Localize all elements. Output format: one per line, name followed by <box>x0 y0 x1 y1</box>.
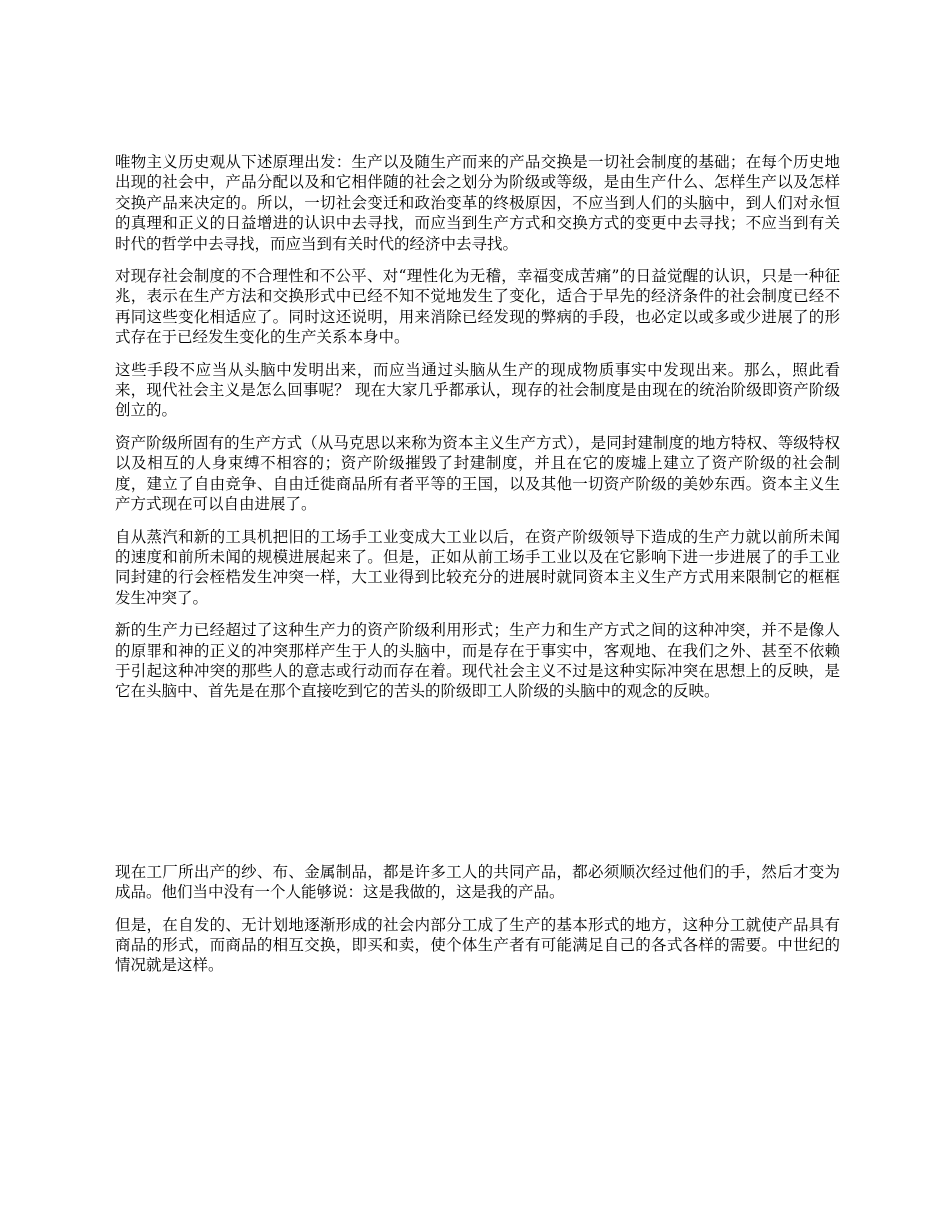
paragraph-division-of-labor: 但是，在自发的、无计划地逐渐形成的社会内部分工成了生产的基本形式的地方，这种分工就使产品具有商品的形式，而商品的相互交换，即买和卖，使个体生产者有可能满足自己的各式各样的需要。中世纪的情况就是这样。 <box>115 915 840 975</box>
section-spacer <box>115 714 840 862</box>
paragraph-historical-materialism: 唯物主义历史观从下述原理出发：生产以及随生产而来的产品交换是一切社会制度的基础；在每个历史地出现的社会中，产品分配以及和它相伴随的社会之划分为阶级或等级，是由生产什么、怎样生产以及怎样交换产品来决定的。所以，一切社会变迁和政治变革的终极原因，不应当到人们的头脑中，到人们对永恒的真理和正义的日益增进的认识中去寻找，而应当到生产方式和交换方式的变更中去寻找；不应当到有关时代的哲学中去寻找，而应当到有关时代的经济中去寻找。 <box>115 153 840 253</box>
paragraph-means-discovery: 这些手段不应当从头脑中发明出来，而应当通过头脑从生产的现成物质事实中发现出来。那么，照此看来，现代社会主义是怎么回事呢？ 现在大家几乎都承认，现存的社会制度是由现在的统治阶级即资产阶级创立的。 <box>115 360 840 420</box>
paragraph-awakening-recognition: 对现存社会制度的不合理性和不公平、对“理性化为无稽，幸福变成苦痛”的日益觉醒的认识，只是一种征兆，表示在生产方法和交换形式中已经不知不觉地发生了变化，适合于早先的经济条件的社会制度已经不再同这些变化相适应了。同时这还说明，用来消除已经发现的弊病的手段，也必定以或多或少进展了的形式存在于已经发生变化的生产关系本身中。 <box>115 267 840 347</box>
paragraph-new-productive-forces: 新的生产力已经超过了这种生产力的资产阶级利用形式；生产力和生产方式之间的这种冲突，并不是像人的原罪和神的正义的冲突那样产生于人的头脑中，而是存在于事实中，客观地、在我们之外、甚至不依赖于引起这种冲突的那些人的意志或行动而存在着。现代社会主义不过是这种实际冲突在思想上的反映，是它在头脑中、首先是在那个直接吃到它的苦头的阶级即工人阶级的头脑中的观念的反映。 <box>115 621 840 701</box>
paragraph-steam-industry: 自从蒸汽和新的工具机把旧的工场手工业变成大工业以后，在资产阶级领导下造成的生产力就以前所未闻的速度和前所未闻的规模进展起来了。但是，正如从前工场手工业以及在它影响下进一步进展了的手工业同封建的行会桎梏发生冲突一样，大工业得到比较充分的进展时就同资本主义生产方式用来限制它的框框发生冲突了。 <box>115 527 840 607</box>
paragraph-bourgeois-production: 资产阶级所固有的生产方式（从马克思以来称为资本主义生产方式），是同封建制度的地方特权、等级特权以及相互的人身束缚不相容的；资产阶级摧毁了封建制度，并且在它的废墟上建立了资产阶级的社会制度，建立了自由竞争、自由迁徙商品所有者平等的王国，以及其他一切资产阶级的美妙东西。资本主义生产方式现在可以自由进展了。 <box>115 433 840 514</box>
paragraph-factory-products: 现在工厂所出产的纱、布、金属制品，都是许多工人的共同产品，都必须顺次经过他们的手，然后才变为成品。他们当中没有一个人能够说：这是我做的，这是我的产品。 <box>115 862 840 902</box>
document-page <box>115 152 840 988</box>
